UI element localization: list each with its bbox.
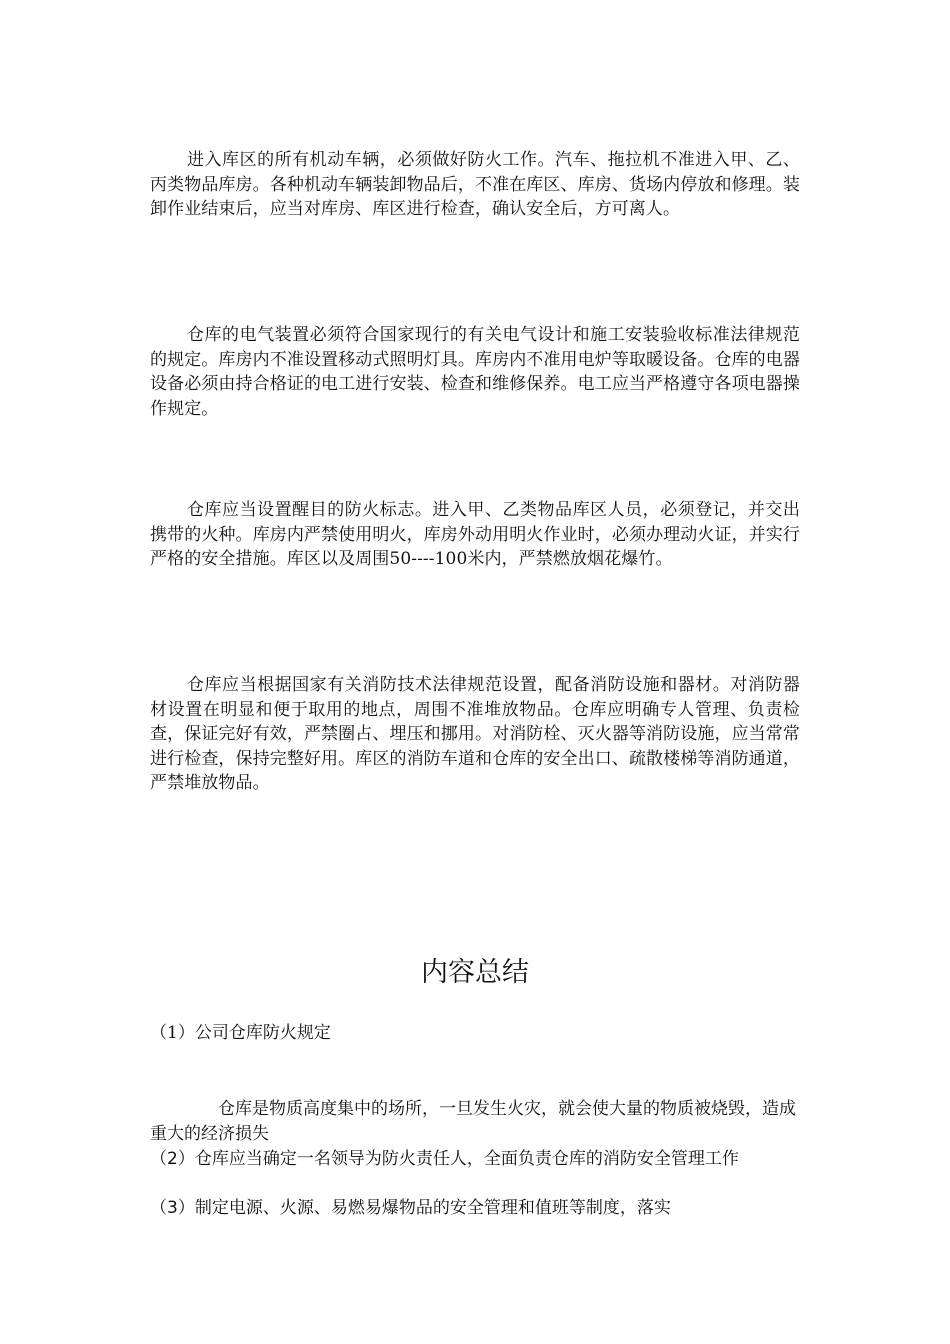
summary-item-1: （1）公司仓库防火规定: [150, 1023, 331, 1043]
paragraph-fire-equipment: 仓库应当根据国家有关消防技术法律规范设置，配备消防设施和器材。对消防器材设置在明显和便于取用的地点，周围不准堆放物品。仓库应明确专人管理、负责检查，保证完好有效，严禁圈占、埋压和挪用。对消防栓、灭火器等消防设施，应当常常进行检查，保持完整好用。库区的消防车道和仓库的安全出口、疏散楼梯等消防通道，严禁堆放物品。: [150, 675, 800, 793]
paragraph-vehicle-fire-safety: 进入库区的所有机动车辆，必须做好防火工作。汽车、拖拉机不准进入甲、乙、丙类物品库房。各种机动车辆装卸物品后，不准在库区、库房、货场内停放和修理。装卸作业结束后，应当对库房、库区进行检查，确认安全后，方可离人。: [150, 150, 800, 219]
summary-item-2: （2）仓库应当确定一名领导为防火责任人，全面负责仓库的消防安全管理工作: [150, 1149, 739, 1169]
paragraph-fire-warning-signs: 仓库应当设置醒目的防火标志。进入甲、乙类物品库区人员，必须登记，并交出携带的火种。库房内严禁使用明火，库房外动用明火作业时，必须办理动火证，并实行严格的安全措施。库区以及周围50----100米内，严禁燃放烟花爆竹。: [150, 500, 800, 569]
summary-item-1-body: 仓库是物质高度集中的场所，一旦发生火灾，就会使大量的物质被烧毁，造成重大的经济损失: [150, 1099, 796, 1144]
paragraph-electrical-installations: 仓库的电气装置必须符合国家现行的有关电气设计和施工安装验收标准法律规范的规定。库房内不准设置移动式照明灯具。库房内不准用电炉等取暖设备。仓库的电器设备必须由持合格证的电工进行安装、检查和维修保养。电工应当严格遵守各项电器操作规定。: [150, 325, 800, 419]
summary-item-3: （3）制定电源、火源、易燃易爆物品的安全管理和值班等制度，落实: [150, 1198, 671, 1218]
summary-title: 内容总结: [421, 957, 529, 988]
